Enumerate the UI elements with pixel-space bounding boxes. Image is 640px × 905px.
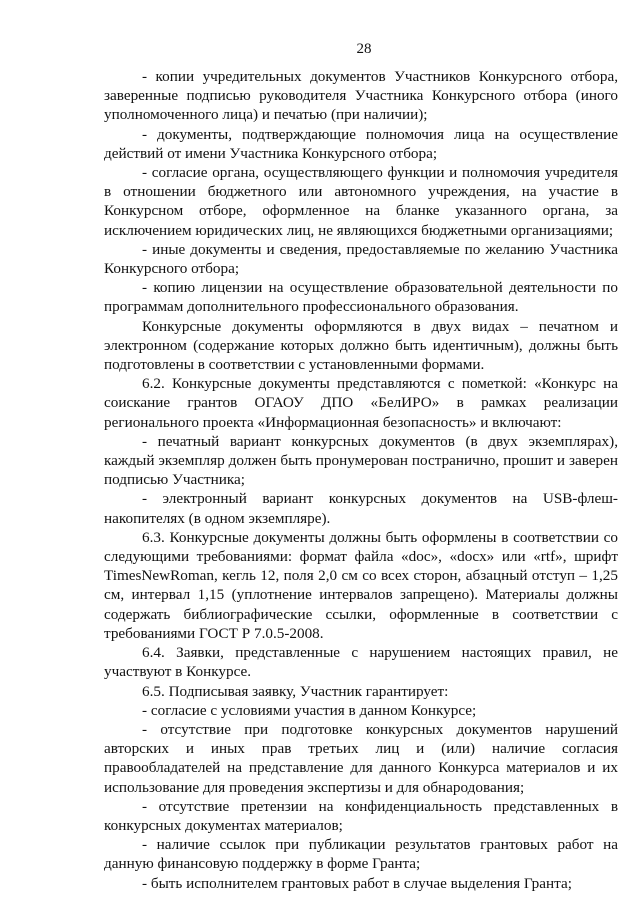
paragraph-2: - документы, подтверждающие полномочия лица на осуществление действий от имени Участника Конкурсного отбора; (104, 125, 618, 162)
paragraph-7: 6.2. Конкурсные документы представляются с пометкой: «Конкурс на соискание грантов ОГАОУ ДПО «БелИРО» в рамках реализации регионального проекта «Информационная безопасность» и включают: (104, 375, 618, 431)
paragraph-8: - печатный вариант конкурсных документов (в двух экземплярах), каждый экземпляр должен быть пронумерован постранично, прошит и заверен подписью Участника; (104, 432, 618, 489)
paragraph-6: Конкурсные документы оформляются в двух видах – печатном и электронном (содержание которых должно быть идентичным), должны быть подготовлены в соответствии с установленными формами. (104, 317, 618, 374)
paragraph-17: - быть исполнителем грантовых работ в случае выделения Гранта; (142, 874, 572, 892)
paragraph-16: - наличие ссылок при публикации результатов грантовых работ на данную финансовую поддержку в форме Гранта; (104, 836, 618, 873)
paragraph-5: - копию лицензии на осуществление образовательной деятельности по программам дополнительного профессионального образования. (104, 279, 618, 316)
paragraph-9: - электронный вариант конкурсных документов на USB-флеш-накопителях (в одном экземпляре). (104, 490, 618, 527)
paragraph-12: 6.5. Подписывая заявку, Участник гарантирует: (142, 682, 449, 700)
paragraph-13: - согласие с условиями участия в данном Конкурсе; (142, 701, 477, 719)
paragraph-14: - отсутствие при подготовке конкурсных документов нарушений авторских и иных прав третьих лиц и (или) наличие согласия правообладателей на представление для данного Конкурса материалов и их использование для проведения экспертизы и для обнародования; (104, 720, 618, 796)
paragraph-11: 6.4. Заявки, представленные с нарушением настоящих правил, не участвуют в Конкурсе. (104, 644, 618, 681)
paragraph-1: - копии учредительных документов Участников Конкурсного отбора, заверенные подписью руководителя Участника Конкурсного отбора (иного уполномоченного лица) и печатью (при наличии); (104, 68, 618, 124)
paragraph-10: 6.3. Конкурсные документы должны быть оформлены в соответствии со следующими требованиями: формат файла «doc», «docx» или «rtf», шрифт TimesNewRoman, кегль 12, поля 2,0 см со всех сторон, абзацный отступ – 1,25 см, интервал 1,15 (уплотнение интервалов запрещено). Материалы должны содержать библиографические ссылки, оформленные в соответствии с требованиями ГОСТ Р 7.0.5-2008. (104, 528, 618, 642)
paragraph-4: - иные документы и сведения, предоставляемые по желанию Участника Конкурсного отбора; (104, 240, 618, 278)
page-number: 28 (356, 41, 372, 57)
paragraph-15: - отсутствие претензии на конфиденциальность представленных в конкурсных документах материалов; (104, 797, 618, 834)
paragraph-3: - согласие органа, осуществляющего функции и полномочия учредителя в отношении бюджетного или автономного учреждения, на участие в Конкурсном отборе, оформленное на бланке указанного органа, за исключением юридических лиц, не являющихся бюджетными организациями; (104, 164, 618, 239)
